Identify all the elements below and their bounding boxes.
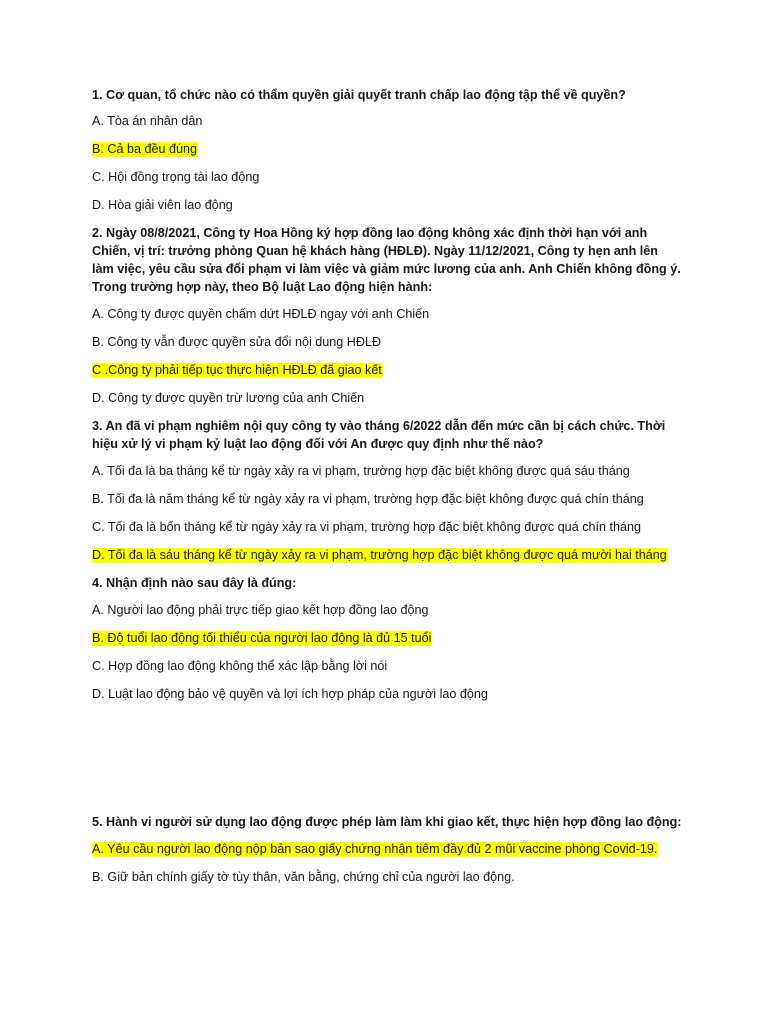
question-block-2: [92, 224, 682, 407]
answer-option-correct: [92, 840, 682, 858]
answer-option-correct: [92, 361, 682, 379]
option-text: B. Công ty vẫn được quyền sửa đổi nội dung HĐLĐ: [92, 335, 382, 349]
option-text: D. Hòa giải viên lao động: [92, 198, 233, 212]
answer-option: [92, 868, 682, 886]
question-block-3: [92, 417, 682, 564]
option-text: C. Hội đồng trọng tài lao động: [92, 170, 260, 184]
answer-option: [92, 389, 682, 407]
answer-option: [92, 490, 682, 508]
answer-option: [92, 112, 682, 130]
answer-option: [92, 333, 682, 351]
question-block-5: [92, 813, 682, 886]
option-text-highlighted: A. Yêu cầu người lao động nộp bản sao giấy chứng nhận tiêm đầy đủ 2 mũi vaccine phòng Covid-19.: [92, 842, 658, 856]
answer-option-correct: [92, 140, 682, 158]
answer-option: [92, 657, 682, 675]
option-text-highlighted: B. Cả ba đều đúng: [92, 142, 198, 156]
answer-option: [92, 685, 682, 703]
option-text: B. Tối đa là năm tháng kể từ ngày xảy ra vi phạm, trường hợp đặc biệt không được quá chín tháng: [92, 492, 644, 506]
option-text: A. Tòa án nhân dân: [92, 114, 203, 128]
question-block-4: [92, 574, 682, 703]
question-block-1: [92, 86, 682, 214]
option-text-highlighted: C .Công ty phải tiếp tục thực hiện HĐLĐ đã giao kết: [92, 363, 382, 377]
question-text: 1. Cơ quan, tổ chức nào có thẩm quyền giải quyết tranh chấp lao động tập thể về quyền?: [92, 88, 626, 102]
answer-option: [92, 305, 682, 323]
blank-space: [92, 713, 682, 813]
option-text-highlighted: B. Độ tuổi lao động tối thiểu của người lao động là đủ 15 tuổi: [92, 631, 432, 645]
question-text: 4. Nhận định nào sau đây là đúng:: [92, 576, 297, 590]
answer-option: [92, 518, 682, 536]
option-text: C. Hợp đồng lao động không thể xác lập bằng lời nói: [92, 659, 388, 673]
answer-option-correct: [92, 629, 682, 647]
answer-option: [92, 168, 682, 186]
option-text: A. Công ty được quyền chấm dứt HĐLĐ ngay với anh Chiến: [92, 307, 430, 321]
option-text: A. Tối đa là ba tháng kể từ ngày xảy ra vi phạm, trường hợp đặc biệt không được quá sáu tháng: [92, 464, 630, 478]
question-text: 5. Hành vi người sử dụng lao động được phép làm làm khi giao kết, thực hiện hợp đồng lao động:: [92, 815, 682, 829]
answer-option: [92, 462, 682, 480]
question-text: 2. Ngày 08/8/2021, Công ty Hoa Hồng ký hợp đồng lao động không xác định thời hạn với anh Chiến, vị trí: trưởng phòng Quan hệ khách hàng (HĐLĐ). Ngày 11/12/2021, Công ty hẹn anh lên làm việc, yêu cầu sửa đổi phạm vi làm việc và giảm mức lương của anh. Anh Chiến không đồng ý. Trong trường hợp này, theo Bộ luật Lao động hiện hành:: [92, 226, 681, 294]
option-text: D. Công ty được quyền trừ lương của anh Chiến: [92, 391, 365, 405]
answer-option: [92, 601, 682, 619]
option-text: C. Tối đa là bốn tháng kể từ ngày xảy ra vi phạm, trường hợp đặc biệt không được quá chín tháng: [92, 520, 642, 534]
answer-option-correct: [92, 546, 682, 564]
option-text: D. Luật lao động bảo vệ quyền và lợi ích hợp pháp của người lao động: [92, 687, 488, 701]
question-text: 3. An đã vi phạm nghiêm nội quy công ty vào tháng 6/2022 dẫn đến mức cần bị cách chức. Thời hiệu xử lý vi phạm kỷ luật lao động đối với An được quy định như thế nào?: [92, 419, 666, 451]
option-text: B. Giữ bản chính giấy tờ tùy thân, văn bằng, chứng chỉ của người lao động.: [92, 870, 515, 884]
document-page: [92, 86, 682, 896]
option-text: A. Người lao động phải trực tiếp giao kết hợp đồng lao động: [92, 603, 429, 617]
option-text-highlighted: D. Tối đa là sáu tháng kể từ ngày xảy ra vi phạm, trường hợp đặc biệt không được quá mười hai tháng: [92, 548, 667, 562]
answer-option: [92, 196, 682, 214]
